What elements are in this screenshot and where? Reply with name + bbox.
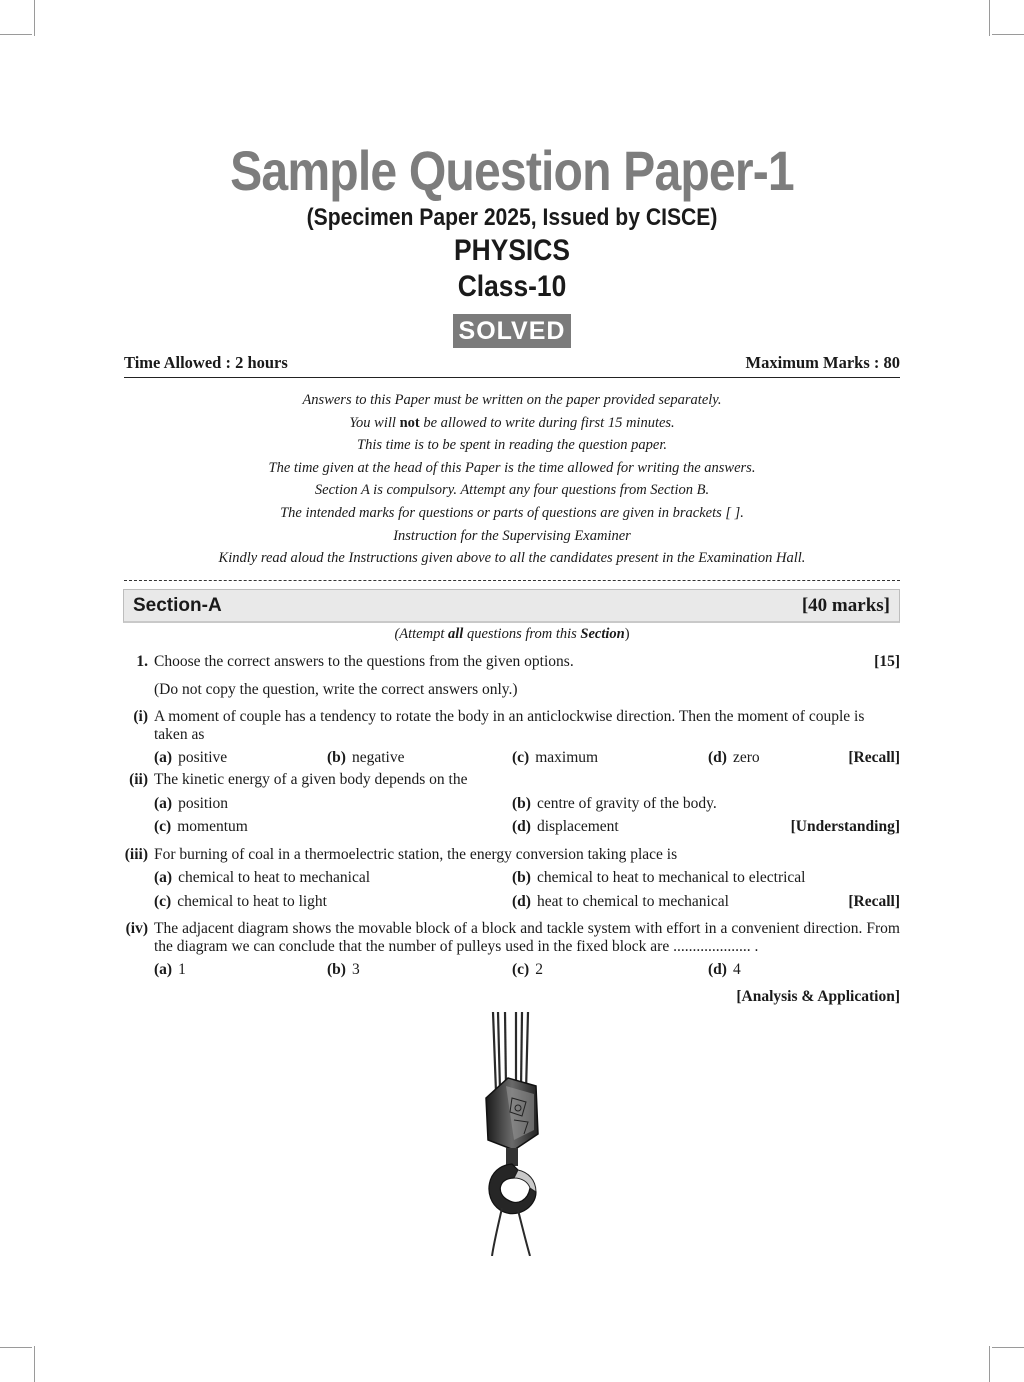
option: (b) chemical to heat to mechanical to electrical	[512, 869, 806, 886]
question-number: 1.	[136, 653, 148, 670]
question-text: The kinetic energy of a given body depends on the	[154, 771, 468, 788]
maximum-marks: Maximum Marks : 80	[745, 353, 900, 372]
instruction-line: This time is to be spent in reading the question paper.	[357, 437, 667, 454]
question-number: (i)	[133, 708, 148, 725]
section-name: Section-A	[133, 595, 222, 616]
option: (b) negative	[327, 749, 405, 766]
section-note: (Attempt all questions from this Section)	[394, 626, 630, 642]
crop-mark	[0, 1347, 32, 1348]
question-number: (iii)	[124, 846, 148, 863]
crop-mark	[989, 0, 990, 36]
dashed-divider	[124, 580, 900, 581]
instructions-block	[124, 389, 900, 570]
question-text: Choose the correct answers to the questions from the given options.	[154, 653, 574, 670]
crop-mark	[0, 34, 32, 35]
skill-tag: [Recall]	[848, 893, 900, 910]
skill-tag: [Analysis & Application]	[736, 988, 900, 1005]
crop-mark	[34, 1346, 35, 1382]
option: (d) heat to chemical to mechanical	[512, 893, 729, 910]
option: (a) positive	[154, 749, 228, 766]
subject-heading: PHYSICS	[454, 234, 570, 267]
crop-mark	[992, 1347, 1024, 1348]
instruction-line: Kindly read aloud the Instructions given above to all the candidates present in the Examination Hall.	[218, 550, 806, 567]
page-subtitle: (Specimen Paper 2025, Issued by CISCE)	[306, 204, 718, 231]
question-text: A moment of couple has a tendency to rotate the body in an anticlockwise direction. Then the moment of couple is taken as	[154, 708, 865, 743]
option: (c) maximum	[512, 749, 599, 766]
section-marks: [40 marks]	[801, 595, 890, 616]
skill-tag: [Understanding]	[790, 818, 900, 835]
exam-meta	[124, 353, 900, 378]
option: (b) centre of gravity of the body.	[512, 795, 717, 812]
question-number: (iv)	[125, 920, 148, 937]
time-allowed: Time Allowed : 2 hours	[124, 353, 288, 372]
instruction-line: The time given at the head of this Paper is the time allowed for writing the answers.	[268, 459, 756, 476]
instruction-line: The intended marks for questions or parts of questions are given in brackets [ ].	[280, 504, 744, 521]
class-heading: Class-10	[457, 270, 567, 303]
instruction-line: You will not be allowed to write during first 15 minutes.	[349, 414, 675, 431]
question-marks: [15]	[874, 653, 900, 670]
option: (c) chemical to heat to light	[154, 893, 327, 910]
option: (c) 2	[512, 961, 543, 978]
option: (d) 4	[708, 961, 741, 978]
crop-mark	[34, 0, 35, 36]
instruction-line: Answers to this Paper must be written on the paper provided separately.	[302, 392, 722, 408]
crop-mark	[992, 34, 1024, 35]
question-number: (ii)	[129, 771, 148, 788]
option: (d) displacement	[512, 818, 619, 835]
question-note: (Do not copy the question, write the correct answers only.)	[154, 681, 518, 698]
crop-mark	[989, 1346, 990, 1382]
option: (a) 1	[154, 961, 186, 978]
option: (d) zero	[708, 749, 760, 766]
option: (a) chemical to heat to mechanical	[154, 869, 371, 886]
skill-tag: [Recall]	[848, 749, 900, 766]
section-header	[123, 589, 900, 623]
question-text: The adjacent diagram shows the movable block of a block and tackle system with effort in a convenient direction. From the diagram we can conclude that the number of pulleys used in the fixed block are .................... .	[154, 920, 900, 955]
option: (a) position	[154, 795, 229, 812]
option: (c) momentum	[154, 818, 248, 835]
option: (b) 3	[327, 961, 360, 978]
pulley-block-hook-illustration	[456, 1012, 566, 1256]
instruction-line: Section A is compulsory. Attempt any four questions from Section B.	[314, 482, 710, 499]
question-text: For burning of coal in a thermoelectric station, the energy conversion taking place is	[154, 846, 678, 863]
page-title: Sample Question Paper-1	[230, 139, 794, 202]
solved-badge: SOLVED	[453, 314, 571, 348]
instruction-line: Instruction for the Supervising Examiner	[393, 527, 631, 544]
